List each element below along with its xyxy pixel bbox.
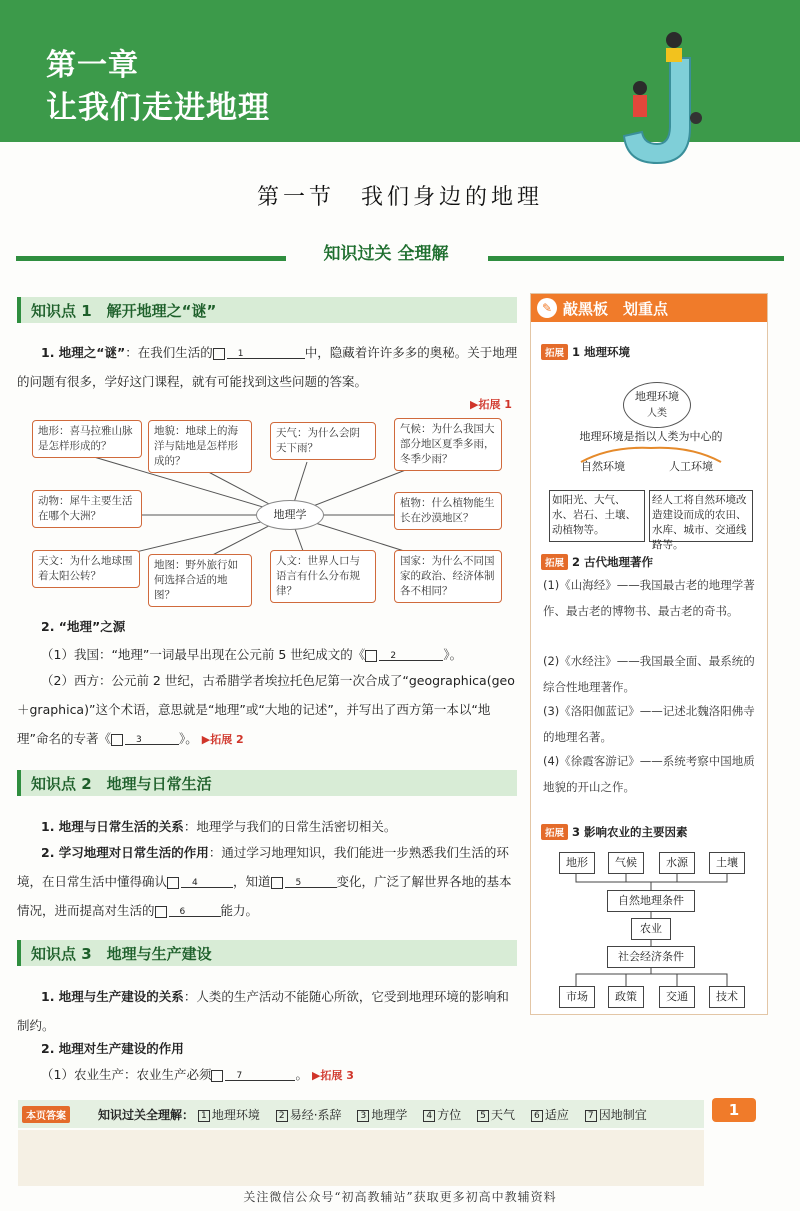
factor-market: 市场 bbox=[559, 986, 595, 1008]
mindmap-box-countries: 国家：为什么不同国家的政治、经济体制各不相同？ bbox=[394, 550, 502, 603]
ancient-work-4: (4)《徐霞客游记》——系统考察中国地质地貌的开山之作。 bbox=[543, 754, 755, 794]
page-answers-bar bbox=[18, 1100, 704, 1128]
section-title: 第一节 我们身边的地理 bbox=[256, 185, 543, 210]
mindmap-box-animals: 动物：犀牛主要生活在哪个大洲？ bbox=[32, 490, 142, 528]
footer-note: 关注微信公众号“初高教辅站”获取更多初高中教辅资料 bbox=[243, 1190, 557, 1204]
factor-policy: 政策 bbox=[608, 986, 644, 1008]
sidebar-header bbox=[531, 294, 767, 322]
k1-paragraph-2-1: （1）我国：“地理”一词最早出现在公元前 5 世纪成文的《 2 》。 bbox=[41, 647, 463, 662]
factor-soil: 土壤 bbox=[709, 852, 745, 874]
natural-conditions-box: 自然地理条件 bbox=[607, 890, 695, 912]
social-conditions-box: 社会经济条件 bbox=[607, 946, 695, 968]
extension-link-1[interactable]: ▶拓展 1 bbox=[470, 398, 512, 411]
band-title: 知识过关 全理解 bbox=[323, 244, 449, 264]
k3-paragraph-2: 2. 地理对生产建设的作用 bbox=[41, 1041, 184, 1056]
answer-blank-7[interactable] bbox=[225, 1065, 295, 1081]
ancient-work-2: (2)《水经注》——我国最全面、最系统的综合性地理著作。 bbox=[543, 654, 755, 694]
factor-terrain: 地形 bbox=[559, 852, 595, 874]
human-environment-label: 人工环境 bbox=[669, 460, 713, 473]
extension-link-3[interactable]: ▶拓展 3 bbox=[311, 1069, 354, 1082]
sidebar-title: 敲黑板 划重点 bbox=[563, 300, 669, 318]
mindmap-box-landscape: 地貌：地球上的海洋与陆地是怎样形成的？ bbox=[148, 420, 252, 473]
factor-technology: 技术 bbox=[709, 986, 745, 1008]
mindmap-box-maps: 地图：野外旅行如何选择合适的地图？ bbox=[148, 554, 252, 607]
mindmap-box-landform: 地形：喜马拉雅山脉是怎样形成的？ bbox=[32, 420, 142, 458]
k3-paragraph-3: （1）农业生产：农业生产必须 7 。 ▶拓展 3 bbox=[41, 1067, 354, 1082]
mindmap-box-plants: 植物：什么植物能生长在沙漠地区？ bbox=[394, 492, 502, 530]
mindmap-box-astronomy: 天文：为什么地球围着太阳公转？ bbox=[32, 550, 140, 588]
k1-paragraph-1: 1. 地理之“谜”：在我们生活的 1 中，隐藏着许许多多的奥秘。关于地理的问题有很多，学好这门课程，就有可能找到这些问题的答案。 bbox=[17, 345, 518, 389]
geography-mindmap bbox=[24, 412, 514, 612]
mindmap-box-weather: 天气：为什么会阴天下雨？ bbox=[270, 422, 376, 460]
knowledge-point-1-title: 知识点 1 解开地理之“谜” bbox=[31, 302, 217, 320]
answers-text: 知识过关全理解： 1 地理环境 2 易经·系辞 3 地理学 4 方位 5 天气 6 适应 7 因地制宜 bbox=[98, 1108, 647, 1122]
chapter-number: 第一章 bbox=[46, 48, 139, 83]
chapter-title: 让我们走进地理 bbox=[46, 90, 270, 126]
knowledge-point-2-header bbox=[17, 770, 517, 796]
answer-blank-2[interactable] bbox=[379, 645, 443, 661]
factor-transport: 交通 bbox=[659, 986, 695, 1008]
mindmap-box-climate: 气候：为什么我国大部分地区夏季多雨，冬季少雨？ bbox=[394, 418, 502, 471]
answer-blank-4[interactable] bbox=[181, 872, 233, 888]
k1-paragraph-2-2: （2）西方：公元前 2 世纪，古希腊学者埃拉托色尼第一次合成了“geographica(geo＋graphica)”这个术语，意思就是“地理”或“大地的记述”，并写出了西方第一本以“地理”命名的专著《 3 》。 ▶拓展 2 bbox=[17, 673, 515, 746]
natural-environment-label: 自然环境 bbox=[581, 460, 625, 473]
factor-water: 水源 bbox=[659, 852, 695, 874]
lightbulb-icon: ✎ bbox=[537, 298, 557, 318]
environment-circle: 地理环境 人类 bbox=[623, 382, 691, 428]
extension-2-heading: 拓展 2 古代地理著作 bbox=[541, 554, 653, 570]
answer-blank-3[interactable] bbox=[125, 729, 179, 745]
extension-1-heading: 拓展 1 地理环境 bbox=[541, 344, 630, 360]
k3-paragraph-1: 1. 地理与生产建设的关系：人类的生产活动不能随心所欲，它受到地理环境的影响和制约。 bbox=[17, 989, 509, 1033]
ancient-work-1: (1)《山海经》——我国最古老的地理学著作、最古老的博物书、最古老的奇书。 bbox=[543, 578, 755, 618]
page-number: 1 bbox=[712, 1098, 756, 1122]
extension-link-2[interactable]: ▶拓展 2 bbox=[201, 733, 244, 746]
knowledge-point-3-title: 知识点 3 地理与生产建设 bbox=[31, 945, 212, 963]
answer-blank-1[interactable] bbox=[227, 343, 305, 359]
knowledge-point-2-title: 知识点 2 地理与日常生活 bbox=[31, 775, 212, 793]
answers-label: 本页答案 bbox=[22, 1106, 70, 1123]
chapter-header bbox=[0, 0, 800, 142]
answer-blank-5[interactable] bbox=[285, 872, 337, 888]
k2-paragraph-1: 1. 地理与日常生活的关系：地理学与我们的日常生活密切相关。 bbox=[41, 819, 397, 834]
knowledge-point-3-header bbox=[17, 940, 517, 966]
letter-j-illustration-icon bbox=[612, 18, 712, 168]
k2-paragraph-2: 2. 学习地理对日常生活的作用：通过学习地理知识，我们能进一步熟悉我们生活的环境，在日常生活中懂得确认 4 ，知道 5 变化，广泛了解世界各地的基本情况，进而提高对生活的 6 能力。 bbox=[17, 845, 512, 918]
human-environment-box: 经人工将自然环境改造建设而成的农田、水库、城市、交通线路等。 bbox=[649, 490, 753, 542]
extension-3-heading: 拓展 3 影响农业的主要因素 bbox=[541, 824, 688, 840]
natural-environment-box: 如阳光、大气、水、岩石、土壤、动植物等。 bbox=[549, 490, 645, 542]
knowledge-point-1-header bbox=[17, 297, 517, 323]
section-band bbox=[16, 230, 784, 270]
agriculture-box: 农业 bbox=[631, 918, 671, 940]
ancient-work-3: (3)《洛阳伽蓝记》——记述北魏洛阳佛寺的地理名著。 bbox=[543, 704, 755, 744]
mindmap-box-humanities: 人文：世界人口与语言有什么分布规律？ bbox=[270, 550, 376, 603]
k1-paragraph-2-title: 2. “地理”之源 bbox=[41, 619, 126, 634]
factor-climate: 气候 bbox=[608, 852, 644, 874]
mindmap-center: 地理学 bbox=[256, 500, 324, 530]
key-points-sidebar bbox=[530, 293, 768, 1015]
bottom-decoration bbox=[18, 1130, 704, 1186]
answer-blank-6[interactable] bbox=[169, 901, 221, 917]
environment-definition: 地理环境是指以人类为中心的 bbox=[579, 430, 723, 443]
